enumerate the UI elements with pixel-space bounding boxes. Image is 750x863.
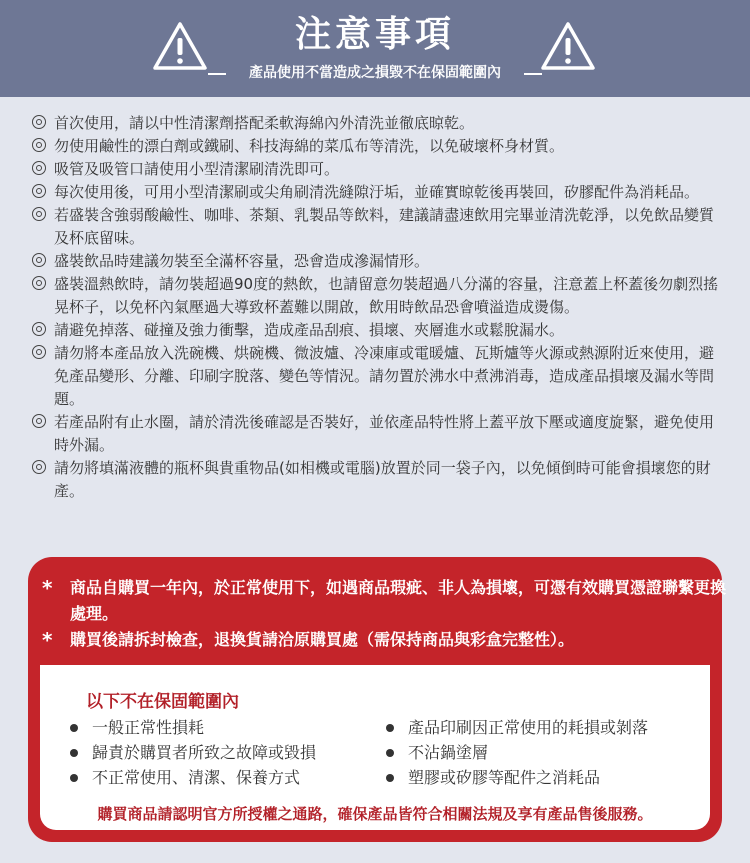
- exclusions-right-column: [382, 715, 648, 790]
- bullet-icon: [70, 774, 78, 782]
- warranty-panel: [28, 557, 727, 842]
- exclusion-item: 不沾鍋塗層: [382, 740, 648, 765]
- circle-bullet-icon: [32, 115, 46, 129]
- exclusion-item: 塑膠或矽膠等配件之消耗品: [382, 765, 648, 790]
- circle-bullet-icon: [32, 414, 46, 428]
- asterisk-icon: *: [42, 628, 53, 652]
- note-item: 若盛裝含強弱酸鹼性、咖啡、茶類、乳製品等飲料，建議請盡速飲用完畢並清洗乾淨，以免飲品變質及杯底留味。: [32, 204, 722, 250]
- bullet-icon: [386, 724, 394, 732]
- circle-bullet-icon: [32, 276, 46, 290]
- page-title: 注意事項: [294, 13, 455, 55]
- note-item: 勿使用鹼性的漂白劑或鐵刷、科技海綿的菜瓜布等清洗，以免破壞杯身材質。: [32, 135, 722, 158]
- note-item: 每次使用後，可用小型清潔刷或尖角刷清洗縫隙汙垢，並確實晾乾後再裝回，矽膠配件為消耗品。: [32, 181, 722, 204]
- bullet-icon: [386, 749, 394, 757]
- exclusions-title: 以下不在保固範圍內: [86, 692, 239, 712]
- circle-bullet-icon: [32, 207, 46, 221]
- exclusions-box: [40, 665, 710, 830]
- circle-bullet-icon: [32, 184, 46, 198]
- warranty-line: * 購買後請拆封檢查，退換貨請洽原購買處（需保持商品與彩盒完整性）。: [42, 628, 575, 652]
- note-item: 盛裝溫熱飲時，請勿裝超過90度的熱飲，也請留意勿裝超過八分滿的容量，注意蓋上杯蓋後勿劇烈搖晃杯子，以免杯內氣壓過大導致杯蓋難以開啟，飲用時飲品恐會噴溢造成燙傷。: [32, 273, 722, 319]
- note-item: 首次使用，請以中性清潔劑搭配柔軟海綿內外清洗並徹底晾乾。: [32, 112, 722, 135]
- circle-bullet-icon: [32, 460, 46, 474]
- exclusion-item: 歸責於購買者所致之故障或毀損: [66, 740, 316, 765]
- exclusions-left-column: [66, 715, 316, 790]
- authorized-channel-notice: 購買商品請認明官方所授權之通路，確保產品皆符合相關法規及享有產品售後服務。: [97, 805, 653, 823]
- bullet-icon: [70, 749, 78, 757]
- circle-bullet-icon: [32, 253, 46, 267]
- bullet-icon: [386, 774, 394, 782]
- circle-bullet-icon: [32, 161, 46, 175]
- note-item: 請勿將填滿液體的瓶杯與貴重物品(如相機或電腦)放置於同一袋子內，以免傾倒時可能會損壞您的財產。: [32, 457, 722, 503]
- note-item: 若產品附有止水圈，請於清洗後確認是否裝好，並依產品特性將上蓋平放下壓或適度旋緊，避免使用時外漏。: [32, 411, 722, 457]
- page-subtitle: 產品使用不當造成之損毀不在保固範圍內: [249, 65, 501, 81]
- note-item: 請避免掉落、碰撞及強力衝擊，造成產品刮痕、損壞、夾層進水或鬆脫漏水。: [32, 319, 722, 342]
- circle-bullet-icon: [32, 345, 46, 359]
- exclusion-item: 不正常使用、清潔、保養方式: [66, 765, 316, 790]
- note-item: 吸管及吸管口請使用小型清潔刷清洗即可。: [32, 158, 722, 181]
- asterisk-icon: *: [42, 576, 53, 600]
- care-notes-list: [32, 112, 722, 503]
- note-item: 請勿將本產品放入洗碗機、烘碗機、微波爐、冷凍庫或電暖爐、瓦斯爐等火源或熱源附近來使用，避免產品變形、分離、印刷字脫落、變色等情況。請勿置於沸水中煮沸消毒，造成產品損壞及漏水等問題。: [32, 342, 722, 411]
- note-item: 盛裝飲品時建議勿裝至全滿杯容量，恐會造成滲漏情形。: [32, 250, 722, 273]
- warranty-line: * 商品自購買一年內，於正常使用下，如遇商品瑕疵、非人為損壞，可憑有效購買憑證聯繫更換處理。: [42, 576, 727, 623]
- circle-bullet-icon: [32, 138, 46, 152]
- bullet-icon: [70, 724, 78, 732]
- exclusion-item: 產品印刷因正常使用的耗損或剝落: [382, 715, 648, 740]
- header-banner: [0, 0, 750, 97]
- exclusion-item: 一般正常性損耗: [66, 715, 316, 740]
- circle-bullet-icon: [32, 322, 46, 336]
